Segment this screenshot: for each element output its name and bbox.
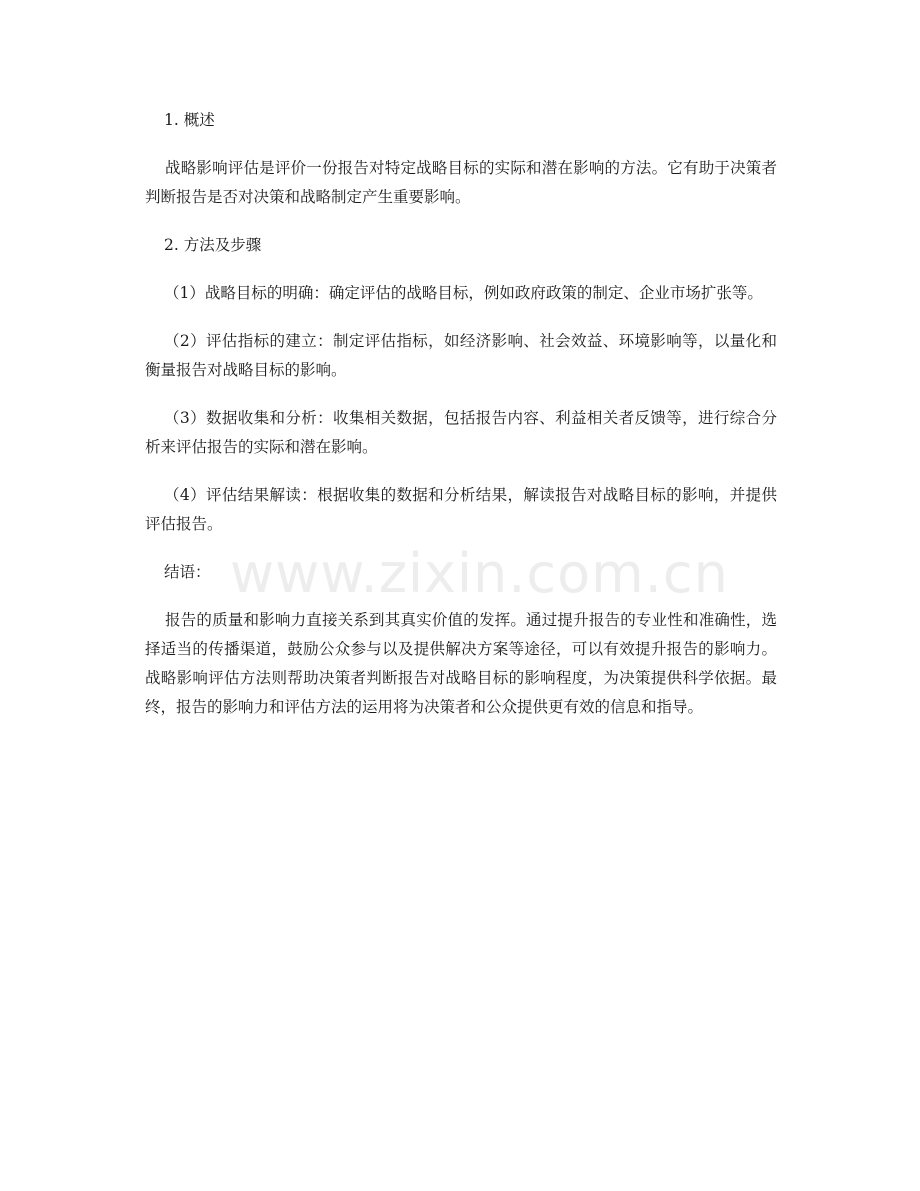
- section-heading-methods: 2. 方法及步骤: [164, 236, 262, 254]
- watermark-text: www.zixin.com.cn: [230, 542, 729, 605]
- overview-paragraph: 战略影响评估是评价一份报告对特定战略目标的实际和潜在影响的方法。它有助于决策者判断报告是否对决策和战略制定产生重要影响。: [145, 159, 777, 206]
- document-body: [145, 106, 777, 741]
- method-step-2: （2）评估指标的建立：制定评估指标，如经济影响、社会效益、环境影响等，以量化和衡量报告对战略目标的影响。: [145, 332, 777, 379]
- section-heading-overview: 1. 概述: [164, 111, 215, 129]
- closing-heading: 结语：: [164, 563, 211, 581]
- method-step-4: （4）评估结果解读：根据收集的数据和分析结果，解读报告对战略目标的影响，并提供评估报告。: [145, 486, 777, 533]
- closing-paragraph: 报告的质量和影响力直接关系到其真实价值的发挥。通过提升报告的专业性和准确性，选择适当的传播渠道，鼓励公众参与以及提供解决方案等途径，可以有效提升报告的影响力。战略影响评估方法则帮助决策者判断报告对战略目标的影响程度，为决策提供科学依据。最终，报告的影响力和评估方法的运用将为决策者和公众提供更有效的信息和指导。: [145, 611, 777, 716]
- method-step-1: （1）战略目标的明确：确定评估的战略目标，例如政府政策的制定、企业市场扩张等。: [164, 284, 763, 302]
- method-step-3: （3）数据收集和分析：收集相关数据，包括报告内容、利益相关者反馈等，进行综合分析来评估报告的实际和潜在影响。: [145, 409, 777, 456]
